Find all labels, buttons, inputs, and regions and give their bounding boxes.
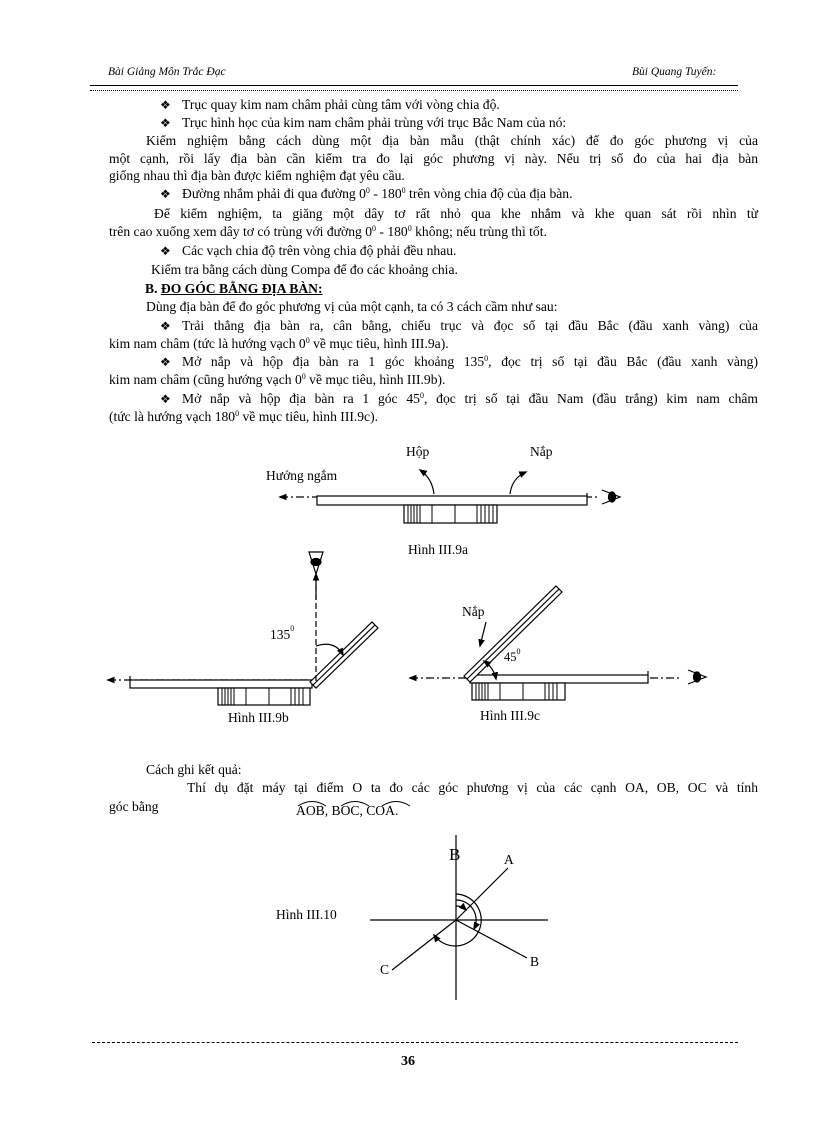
section-heading: B. ĐO GÓC BẰNG ĐỊA BÀN: <box>145 281 323 296</box>
diamond-bullet-icon: ❖ <box>160 319 171 333</box>
label-angle-45: $45^0$ <box>504 647 521 664</box>
caption-10: Hình III.10 <box>276 907 337 922</box>
compass-body <box>218 688 310 705</box>
diamond-bullet-icon: ❖ <box>160 187 171 201</box>
results-line: góc bằng <box>109 799 159 814</box>
figure-9b <box>108 552 378 705</box>
paragraph-line: một cạnh, rồi lấy địa bàn cần kiểm tra đo lại góc phương vị này. Nếu trị số đo của hai địa bàn <box>109 151 758 166</box>
eye-pupil-icon <box>694 672 701 682</box>
header-author: Bùi Quang Tuyến: <box>632 66 717 78</box>
diamond-bullet-icon: ❖ <box>160 355 171 369</box>
bullet-item: ❖ Đường nhắm phải đi qua đường $0^0 - 180^0$ trên vòng chia độ của địa bàn. <box>160 186 573 201</box>
paragraph-line: trên cao xuống xem dây tơ có trùng với đường $0^0 - 180^0$ không; nếu trùng thì tốt. <box>109 224 547 239</box>
bullet-item: ❖ Các vạch chia độ trên vòng chia độ phải đều nhau. <box>160 243 457 258</box>
eye-pupil-icon <box>609 492 616 502</box>
compass-box <box>470 675 648 683</box>
page-number: 36 <box>401 1054 415 1069</box>
results-line: Thí dụ đặt máy tại điểm O ta đo các góc phương vị của các cạnh OA, OB, OC và tính <box>187 780 758 795</box>
compass-body <box>472 683 565 700</box>
box-arrow <box>420 470 434 494</box>
label-nap-9c: Nắp <box>462 604 485 619</box>
paragraph-line: kim nam châm (tức là hướng vạch $0^0$ về mục tiêu, hình III.9a). <box>109 336 449 351</box>
label-a: A <box>504 852 514 867</box>
bullet-item: ❖ Trục quay kim nam châm phải cùng tâm với vòng chia độ. <box>160 97 500 112</box>
label-huong-ngam: Hướng ngắm <box>266 468 338 483</box>
label-c: C <box>380 962 390 977</box>
label-hop: Hộp <box>406 444 430 459</box>
diamond-bullet-icon: ❖ <box>160 244 171 258</box>
paragraph-line: Dùng địa bàn để đo góc phương vị của một cạnh, ta có 3 cách cầm như sau: <box>146 299 558 314</box>
paragraph-line: Để kiểm nghiệm, ta giăng một dây tơ rất nhỏ qua khe nhắm và khe quan sát rồi nhìn từ <box>154 206 758 221</box>
lid-arrow <box>510 472 526 494</box>
lid-pointer <box>480 622 486 646</box>
arc-marks-icon <box>296 799 426 807</box>
compass-box <box>317 496 587 505</box>
diamond-bullet-icon: ❖ <box>160 98 171 112</box>
bullet-item: ❖ Mở nắp và hộp địa bàn ra 1 góc $45^0$, đọc trị số tại đầu Nam (đầu trắng) kim nam châm <box>160 391 758 406</box>
results-title: Cách ghi kết quả: <box>146 762 242 777</box>
eye-pupil-icon <box>311 559 321 566</box>
caption-9c: Hình III.9c <box>480 708 540 723</box>
compass-body <box>404 505 497 523</box>
label-nap: Nắp <box>530 444 553 459</box>
paragraph-line: Kiểm nghiệm bằng cách dùng một địa bàn mẫu (thật chính xác) để đo góc phương vị của <box>146 133 758 148</box>
diamond-bullet-icon: ❖ <box>160 392 171 406</box>
arc-b <box>456 900 476 929</box>
label-angle-135: $135^0$ <box>270 624 295 642</box>
bullet-item: ❖ Trải thẳng địa bàn ra, cân bằng, chiếu trục và đọc số tại đầu Bắc (đầu xanh vàng) của <box>160 318 758 333</box>
figure-9c <box>410 586 706 700</box>
footer-rule <box>92 1042 738 1043</box>
arc-a <box>456 906 466 910</box>
caption-9a: Hình III.9a <box>408 542 468 557</box>
bullet-item: ❖ Trục hình học của kim nam châm phải trùng với trục Bắc Nam của nó: <box>160 115 567 130</box>
angle-notation: AOB, BOC, COA. <box>296 803 398 819</box>
caption-9b: Hình III.9b <box>228 710 289 725</box>
compass-box <box>130 680 312 688</box>
ray-ob <box>456 920 527 958</box>
diamond-bullet-icon: ❖ <box>160 116 171 130</box>
header-title: Bài Giảng Môn Trắc Đạc <box>108 66 226 78</box>
label-b: B <box>530 954 540 969</box>
paragraph-line: giống nhau thì địa bàn được kiểm nghiệm đạt yêu cầu. <box>109 168 405 183</box>
label-north-b: B <box>449 845 461 864</box>
ray-oa <box>456 868 508 920</box>
bullet-item: ❖ Mở nắp và hộp địa bàn ra 1 góc khoảng $135^0$, đọc trị số tại đầu Bắc (đầu xanh vàng) <box>160 354 758 369</box>
paragraph-line: Kiểm tra bằng cách dùng Compa để đo các khoảng chia. <box>151 262 458 277</box>
paragraph-line: (tức là hướng vạch $180^0$ về mục tiêu, hình III.9c). <box>109 409 379 424</box>
paragraph-line: kim nam châm (cũng hướng vạch $0^0$ về mục tiêu, hình III.9b). <box>109 372 446 387</box>
